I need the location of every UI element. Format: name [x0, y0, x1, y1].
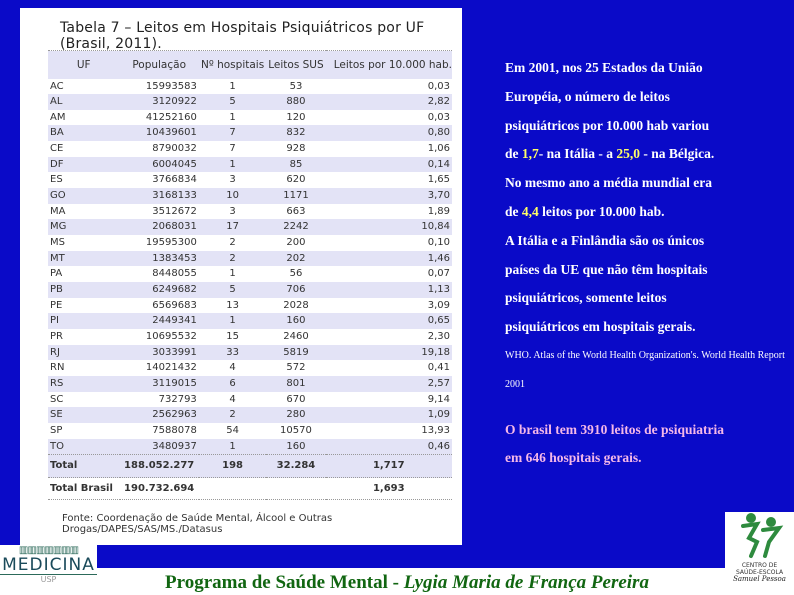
table-cell: 6004045 — [152, 158, 197, 170]
table-cell: 120 — [286, 111, 306, 123]
table-cell: 15 — [226, 331, 239, 342]
table-cell: SC — [50, 393, 64, 405]
logo-text: CENTRO DE — [741, 562, 778, 569]
table-cell: 56 — [289, 268, 303, 280]
table-cell: 160 — [286, 440, 306, 452]
table-cell: 160 — [286, 315, 306, 327]
table-cell: 663 — [286, 205, 306, 217]
highlight: 25,0 — [616, 146, 640, 162]
table-row — [48, 157, 452, 173]
table-cell: 13 — [226, 299, 239, 311]
table-row — [48, 423, 452, 439]
table-cell: 7 — [229, 143, 236, 155]
table-cell: 1,06 — [427, 143, 450, 155]
table-cell: 41252160 — [145, 111, 197, 123]
table-cell: 3119015 — [152, 377, 197, 389]
table-row — [48, 219, 452, 235]
table-cell: DF — [50, 158, 64, 170]
table-cell: MG — [50, 221, 67, 233]
table-cell: 3120922 — [152, 96, 197, 108]
table-cell: 17 — [226, 221, 239, 233]
table-cell: 2460 — [283, 331, 309, 342]
table-cell: 0,46 — [427, 440, 450, 452]
table-cell: MS — [50, 237, 65, 249]
column-header: População — [132, 58, 186, 71]
table-cell: RN — [50, 362, 65, 374]
text-line: A Itália e a Finlândia são os únicos — [505, 232, 705, 248]
table-cell: 732793 — [158, 393, 197, 405]
table-row — [48, 204, 452, 220]
table-row — [48, 282, 452, 298]
table-cell: 54 — [226, 424, 239, 436]
text-line — [505, 198, 790, 227]
table-header — [48, 51, 452, 79]
text: de — [505, 203, 522, 219]
table-cell: 280 — [286, 409, 306, 421]
table-row — [48, 329, 452, 345]
text-line: Em 2001, nos 25 Estados da União — [505, 60, 703, 75]
text-line: No mesmo ano a média mundial era — [505, 175, 712, 191]
table-cell — [199, 478, 267, 500]
table-cell: 1 — [229, 80, 236, 92]
table-cell: 3168133 — [152, 190, 197, 202]
table-cell: 2 — [229, 409, 236, 421]
table-cell: 2,82 — [427, 96, 450, 108]
table-cell: 13,93 — [421, 424, 450, 436]
table-cell: 4 — [229, 393, 236, 405]
figures-icon — [735, 512, 785, 560]
table-cell: 3 — [229, 174, 236, 186]
medicina-usp-logo — [0, 545, 97, 595]
table-cell: GO — [50, 190, 66, 202]
table-cell: 6249682 — [152, 284, 197, 296]
table-cell: RS — [50, 377, 64, 389]
table-cell: 9,14 — [427, 393, 450, 405]
table-row — [48, 407, 452, 423]
table-row — [48, 235, 452, 251]
program-name: Programa de Saúde Mental - — [165, 572, 404, 593]
table-cell: PI — [50, 315, 59, 327]
table-cell: 0,80 — [427, 127, 450, 139]
table-cell: PR — [50, 331, 63, 342]
table-cell: 0,14 — [427, 158, 450, 170]
table-cell: BA — [50, 127, 64, 139]
text-line: psiquiátricos, somente leitos — [505, 290, 667, 306]
table-cell: 14021432 — [145, 362, 197, 374]
table-cell: 5 — [229, 284, 236, 296]
table-cell: PB — [50, 284, 63, 296]
table-cell: 1 — [229, 268, 236, 280]
table-cell: 1,46 — [427, 252, 450, 264]
highlight: 1,7 — [521, 146, 539, 162]
table-cell: 2,30 — [427, 331, 450, 342]
table-cell: 3,70 — [427, 190, 450, 202]
table-row — [48, 94, 452, 110]
table-cell: 1,717 — [326, 455, 452, 478]
table-cell: 1 — [229, 111, 236, 123]
table-cell: 1 — [229, 315, 236, 327]
table-cell: 1171 — [283, 190, 309, 202]
table-cell: SE — [50, 409, 63, 421]
text: leitos por 10.000 hab. — [538, 203, 665, 219]
table-cell: 190.732.694 — [120, 478, 199, 500]
brazil-note: em 646 hospitais gerais. — [505, 450, 642, 466]
text: de — [505, 146, 522, 162]
table-cell: 0,65 — [427, 315, 450, 327]
table-cell: 3480937 — [152, 440, 197, 452]
table-cell: 3,09 — [427, 299, 450, 311]
table-cell: 10570 — [280, 424, 312, 436]
table-row — [48, 392, 452, 408]
table-row — [48, 79, 452, 95]
table-row — [48, 439, 452, 455]
table-source: Fonte: Coordenação de Saúde Mental, Álcool e Outras Drogas/DAPES/SAS/MS./Datasus — [62, 513, 333, 535]
column-header: UF — [76, 58, 91, 71]
table-cell: AC — [50, 80, 64, 92]
table-cell: 2 — [229, 252, 236, 264]
table-cell: 880 — [286, 96, 306, 108]
table-row — [48, 313, 452, 329]
table-cell: 1,13 — [427, 284, 450, 296]
table-cell: 832 — [286, 127, 306, 139]
table-row — [48, 251, 452, 267]
table-cell: 1,89 — [427, 205, 450, 217]
table-cell: 2449341 — [152, 315, 197, 327]
table-row — [48, 141, 452, 157]
table-cell: RJ — [50, 346, 60, 358]
table-cell: 10,84 — [421, 221, 450, 233]
table-title: Tabela 7 – Leitos em Hospitais Psiquiátricos por UF (Brasil, 2011). — [60, 20, 425, 52]
table-cell: PE — [50, 299, 63, 311]
table-cell: 8448055 — [152, 268, 197, 280]
table-row — [48, 478, 452, 500]
table-cell: 33 — [226, 346, 239, 358]
table-cell: 10 — [226, 190, 239, 202]
table-cell: MA — [50, 205, 66, 217]
logo-text: Samuel Pessoa — [733, 575, 786, 583]
table-cell: ES — [50, 174, 63, 186]
text-line: psiquiátricos por 10.000 hab variou — [505, 117, 710, 133]
highlight: 4,4 — [521, 203, 539, 219]
table-cell: 706 — [286, 284, 306, 296]
text-line: Européia, o número de leitos — [505, 88, 670, 104]
table-image — [20, 8, 462, 545]
table-cell: 928 — [286, 143, 306, 155]
table-row — [48, 188, 452, 204]
table-cell: AM — [50, 111, 66, 123]
table-cell: 3 — [229, 205, 236, 217]
table-cell: 198 — [199, 455, 267, 478]
table-cell: 6569683 — [152, 299, 197, 311]
footer-title — [165, 572, 649, 594]
table-row — [48, 172, 452, 188]
table-cell: SP — [50, 424, 63, 436]
table-cell: 1 — [229, 440, 236, 452]
table-cell: 0,41 — [427, 362, 450, 374]
table-cell: AL — [50, 96, 63, 108]
table-cell: Total — [48, 455, 120, 478]
table-cell: TO — [50, 440, 64, 452]
table-row — [48, 298, 452, 314]
table-row — [48, 455, 452, 478]
table-cell: 2 — [229, 237, 236, 249]
column-header: Leitos por 10.000 hab. — [333, 58, 452, 71]
building-icon: ▥▥▥▥▥▥▥ — [18, 545, 79, 556]
table-cell: 10695532 — [145, 331, 197, 342]
table-cell: 10439601 — [145, 127, 197, 139]
slide-text — [505, 54, 790, 473]
logo-text: MEDICINA — [0, 556, 97, 575]
table-cell: 1,65 — [427, 174, 450, 186]
table-cell: 7 — [229, 127, 236, 139]
centro-saude-escola-logo — [725, 512, 794, 595]
table-cell: 1383453 — [152, 252, 197, 264]
table-cell: 32.284 — [266, 455, 325, 478]
logo-text: SAÚDE-ESCOLA — [735, 569, 784, 576]
table-cell: 5819 — [283, 346, 309, 358]
table-row — [48, 125, 452, 141]
table-cell: 5 — [229, 96, 236, 108]
table-cell: 202 — [286, 252, 306, 264]
text: - na Bélgica. — [640, 146, 715, 162]
brazil-note: O brasil tem 3910 leitos de psiquiatria — [505, 421, 724, 437]
table-cell: 19,18 — [421, 346, 450, 358]
table-cell: 0,10 — [427, 237, 450, 249]
table-cell: 85 — [289, 158, 303, 170]
table-cell: 572 — [286, 362, 306, 374]
table-cell: 2028 — [283, 299, 309, 311]
table-cell: 1 — [229, 158, 236, 170]
who-citation: WHO. Atlas of the World Health Organization's. World Health Report 2001 — [505, 349, 785, 390]
table-cell: 15993583 — [145, 80, 197, 92]
table-cell: 2,57 — [427, 377, 450, 389]
table-cell: 2562963 — [152, 409, 197, 421]
text-line: psiquiátricos em hospitais gerais. — [505, 319, 696, 335]
table-cell: 2068031 — [152, 221, 197, 233]
table-cell: 6 — [229, 377, 236, 389]
table-row — [48, 266, 452, 282]
table-cell: 0,03 — [427, 80, 450, 92]
table-cell: 2242 — [283, 221, 309, 233]
table-row — [48, 110, 452, 126]
text-line — [505, 140, 790, 169]
table-cell: MT — [50, 252, 65, 264]
table-cell: 4 — [229, 362, 236, 374]
table-cell: 188.052.277 — [120, 455, 199, 478]
table-cell: 200 — [286, 237, 306, 249]
text-line: países da UE que não têm hospitais — [505, 261, 708, 277]
table-cell: 7588078 — [152, 424, 197, 436]
beds-table — [48, 50, 452, 500]
table-cell: 801 — [286, 377, 306, 389]
logo-subtext: USP — [40, 575, 57, 584]
table-row — [48, 345, 452, 361]
table-cell: Total Brasil — [48, 478, 120, 500]
table-cell: PA — [50, 268, 63, 280]
table-cell — [266, 478, 325, 500]
table-cell: 0,07 — [427, 268, 450, 280]
table-row — [48, 376, 452, 392]
column-header: Leitos SUS — [268, 58, 324, 71]
table-cell: 1,09 — [427, 409, 450, 421]
table-cell: CE — [50, 143, 64, 155]
text: - na Itália - a — [538, 146, 617, 162]
table-cell: 19595300 — [145, 237, 197, 249]
table-cell: 3033991 — [152, 346, 197, 358]
table-cell: 620 — [286, 174, 306, 186]
table-cell: 8790032 — [152, 143, 197, 155]
column-header: Nº hospitais — [200, 58, 265, 71]
table-cell: 0,03 — [427, 111, 450, 123]
table-cell: 53 — [289, 80, 303, 92]
table-row — [48, 360, 452, 376]
author-name: Lygia Maria de França Pereira — [403, 572, 649, 593]
table-cell: 670 — [286, 393, 306, 405]
table-cell: 1,693 — [326, 478, 452, 500]
table-cell: 3512672 — [152, 205, 197, 217]
table-cell: 3766834 — [152, 174, 197, 186]
